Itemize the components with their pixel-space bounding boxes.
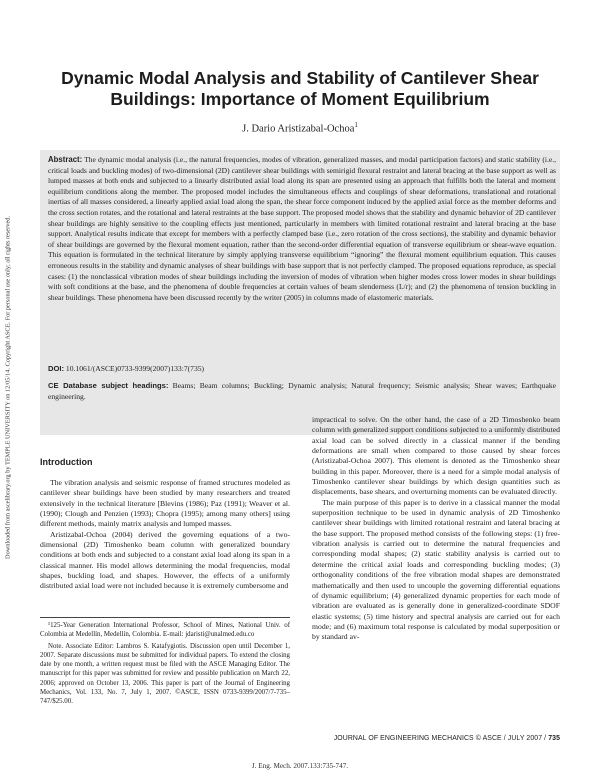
download-notice-text: Downloaded from ascelibrary.org by TEMPLE UNIVERSITY on 12/05/14. Copyright ASCE. For personal use only; all rights reserved. [4,216,12,559]
paragraph: Aristizabal-Ochoa (2004) derived the governing equations of a two-dimensional (2D) Timoshenko beam column with generalized boundary conditions at both ends and subjected to a constant axial load along its span in a classical manner. His model allows determining the modal frequencies, modal shapes, buckling load, and shapes. However, the effects of a uniformly distributed axial load were not included because it is extremely cumbersome and [40,529,290,591]
page-number: 735 [548,735,560,742]
citation-line: J. Eng. Mech. 2007.133:735-747. [251,762,349,770]
paper-title: Dynamic Modal Analysis and Stability of Cantilever Shear Buildings: Importance of Moment Equilibrium [61,68,539,109]
author-line [40,121,560,135]
left-column [40,478,290,592]
subject-headings [48,381,556,402]
journal-footer-text: JOURNAL OF ENGINEERING MECHANICS © ASCE / JULY 2007 / [333,735,549,742]
subject-headings-value: Beams; Beam columns; Buckling; Dynamic analysis; Natural frequency; Seismic analysis; Shear waves; Earthquake engineering. [48,381,556,401]
paragraph: The main purpose of this paper is to derive in a classical manner the modal superposition technique to be used in dynamic analysis of 2D Timoshenko cantilever shear buildings with limited rotational restraint and lateral bracing at the base support. The proposed method consists of the following steps: (1) free-vibration analysis is carried out to determine the natural frequencies and corresponding modal shapes; (2) static stability analysis is carried out to determine the critical axial loads and corresponding buckling modes; (3) orthogonality conditions of the free vibration modal shapes are demonstrated mathematically and then used to uncouple the governing differential equations of dynamic equilibrium; (4) generalized dynamic properties for each mode of vibration are evaluated as is generally done in generalized-coordinate SDOF elastic systems; (5) time history and spectral analysis are carried out for each mode; and (6) maximum total response is calculated by modal superposition or by standard av- [312,497,560,642]
section-heading-introduction: Introduction [40,457,93,467]
paragraph: impractical to solve. On the other hand, the case of a 2D Timoshenko beam column with generalized support conditions subjected to a uniformly distributed axial load can be solved directly in a classical manner if the bending deformations are small when compared to those caused by shear forces (Aristizabal-Ochoa 2007). This element is denoted as the Timoshenko shear building in this paper. Moreover, there is a need for a simple modal analysis of Timoshenko cantilever shear buildings by which design quantities such as displacements, base shears, and overturning moments can be evaluated directly. [312,415,560,497]
abstract-text: The dynamic modal analysis (i.e., the natural frequencies, modes of vibration, generalized masses, and modal participation factors) and static stability (i.e., critical loads and buckling modes) of two-dimensional (2D) cantilever shear buildings with semirigid flexural restraint and lateral bracing at the base support as well as lumped masses at both ends and subjected to a linearly distributed axial load along its span are presented using an approach that fulfills both the lateral and moment equilibrium conditions along the member. The proposed model includes the simultaneous effects and couplings of shear deformations, translational and rotational inertias of all masses considered, a linearly applied axial load along the span, the shear force component induced by the applied axial force as the member deforms and the cross section rotates, and the rotational and lateral restraints at the base support. The proposed model shows that the stability and dynamic behavior of 2D cantilever shear buildings are highly sensitive to the coupling effects just mentioned, particularly in members with limited rotational restraint and lateral bracing at the base support. Analytical results indicate that except for members with a perfectly clamped base (i.e., zero rotation of the cross sections), the stability and dynamic behavior of shear buildings are governed by the flexural moment equation, rather than the second-order differential equation of transverse equilibrium or shear-wave equation. This equation is formulated in the technical literature by simply applying transverse equilibrium “ignoring” the flexural moment equilibrium equation. This causes erroneous results in the stability and dynamic analyses of shear buildings with base support that is not perfectly clamped. The proposed equations reproduce, as special cases: (1) the nonclassical vibration modes of shear buildings including the inversion of modes of vibration when higher modes cross lower modes in shear buildings with soft conditions at the base, and the phenomena of double frequencies at certain values of beam slenderness (L/r); and (2) the phenomena of tension buckling in shear buildings. These phenomena have been discussed recently by the writer (2005) in columns made of elastomeric materials. [48,155,556,302]
doi-line [48,364,556,373]
abstract-label: Abstract: [48,155,83,164]
download-notice [2,175,14,605]
abstract [48,155,556,303]
footnote-affiliation: ¹125-Year Generation International Professor, School of Mines, National Univ. of Colombia at Medellín, Medellín, Colombia. E-mail: jdaristi@unalmed.edu.co [40,622,290,639]
author-name: J. Dario Aristizabal-Ochoa [242,123,355,135]
journal-footer [312,735,560,742]
footnote-editorial-note: Note. Associate Editor: Lambros S. Katafygiotis. Discussion open until December 1, 2007. Separate discussions must be submitted for individual papers. To extend the closing date by one month, a written request must be filed with the ASCE Managing Editor. The manuscript for this paper was submitted for review and possible publication on March 22, 2006; approved on October 13, 2006. This paper is part of the Journal of Engineering Mechanics, Vol. 133, No. 7, July 1, 2007. ©ASCE, ISSN 0733-9399/2007/7-735–747/$25.00. [40,642,290,706]
footnote-divider [40,617,290,618]
right-column [312,415,560,643]
footnotes [40,621,290,709]
paragraph: The vibration analysis and seismic response of framed structures modeled as cantilever shear buildings have been studied by many researchers and treated extensively in the technical literature [Blevins (1986); Paz (1991); Weaver et al. (1990); Clough and Penzien (1993); Chopra (1995); among many others] using different methods, mainly matrix analysis and lumped masses. [40,478,290,529]
doi-label: DOI: [48,364,65,373]
author-footnote-mark: 1 [354,121,358,129]
doi-value[interactable]: 10.1061/(ASCE)0733-9399(2007)133:7(735) [64,364,205,373]
subject-headings-label: CE Database subject headings: [48,381,169,390]
